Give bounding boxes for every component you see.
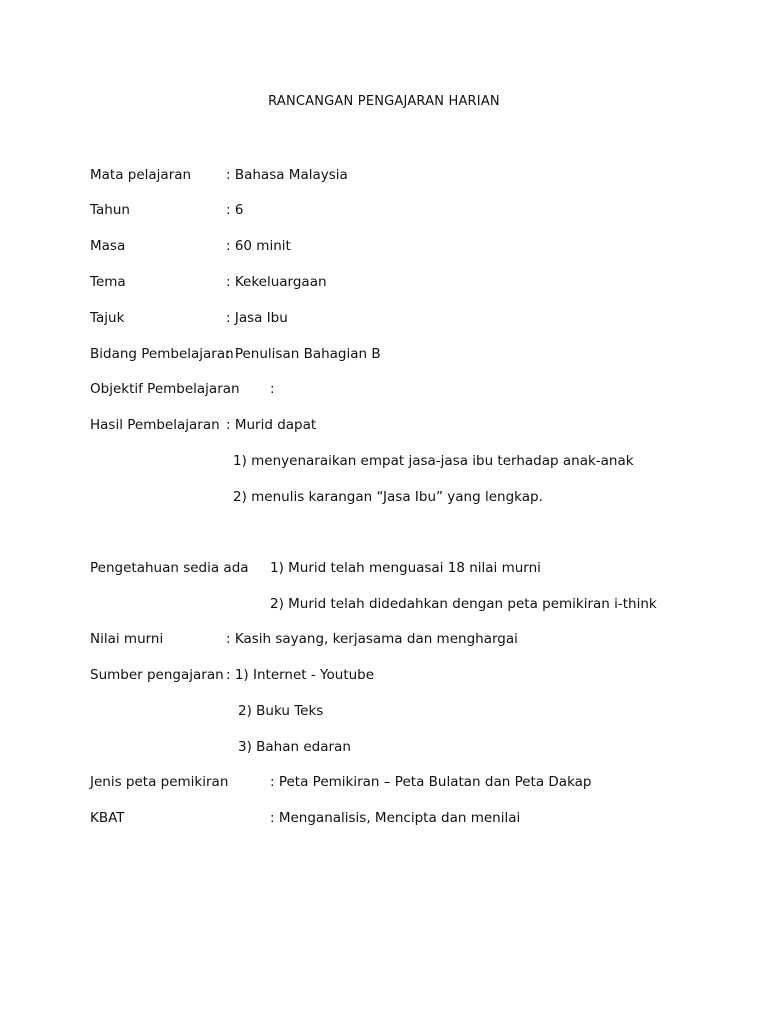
label-tahun: Tahun xyxy=(90,202,130,218)
value-masa: : 60 minit xyxy=(226,238,291,254)
value-sumber-pengajaran-2: 2) Buku Teks xyxy=(238,703,324,719)
value-jenis-peta-pemikiran: : Peta Pemikiran – Peta Bulatan dan Peta Dakap xyxy=(270,774,592,790)
label-tajuk: Tajuk xyxy=(90,310,125,326)
value-kbat: : Menganalisis, Mencipta dan menilai xyxy=(270,810,521,826)
value-tahun: : 6 xyxy=(226,202,244,218)
document-title: RANCANGAN PENGAJARAN HARIAN xyxy=(268,94,500,109)
hasil-item-2: 2) menulis karangan “Jasa Ibu” yang lengkap. xyxy=(233,489,543,505)
label-kbat: KBAT xyxy=(90,810,125,826)
value-bidang-pembelajaran: : Penulisan Bahagian B xyxy=(226,346,381,362)
value-sumber-pengajaran-1: : 1) Internet - Youtube xyxy=(226,667,375,683)
label-bidang-pembelajaran: Bidang Pembelajaran xyxy=(90,346,234,362)
label-masa: Masa xyxy=(90,238,126,254)
label-jenis-peta-pemikiran: Jenis peta pemikiran xyxy=(90,774,229,790)
label-pengetahuan-sedia-ada: Pengetahuan sedia ada xyxy=(90,560,249,576)
value-sumber-pengajaran-3: 3) Bahan edaran xyxy=(238,739,351,755)
label-nilai-murni: Nilai murni xyxy=(90,631,164,647)
label-sumber-pengajaran: Sumber pengajaran xyxy=(90,667,224,683)
value-hasil-pembelajaran: : Murid dapat xyxy=(226,417,317,433)
value-tema: : Kekeluargaan xyxy=(226,274,327,290)
label-objektif-pembelajaran: Objektif Pembelajaran xyxy=(90,381,240,397)
label-mata-pelajaran: Mata pelajaran xyxy=(90,167,192,183)
value-pengetahuan-sedia-ada-2: 2) Murid telah didedahkan dengan peta pemikiran i-think xyxy=(270,596,657,612)
value-mata-pelajaran: : Bahasa Malaysia xyxy=(226,167,348,183)
value-pengetahuan-sedia-ada-1: 1) Murid telah menguasai 18 nilai murni xyxy=(270,560,541,576)
label-tema: Tema xyxy=(90,274,126,290)
value-tajuk: : Jasa Ibu xyxy=(226,310,288,326)
label-hasil-pembelajaran: Hasil Pembelajaran xyxy=(90,417,220,433)
hasil-item-1: 1) menyenaraikan empat jasa-jasa ibu terhadap anak-anak xyxy=(233,453,634,469)
value-objektif-pembelajaran: : xyxy=(270,381,275,397)
value-nilai-murni: : Kasih sayang, kerjasama dan menghargai xyxy=(226,631,518,647)
